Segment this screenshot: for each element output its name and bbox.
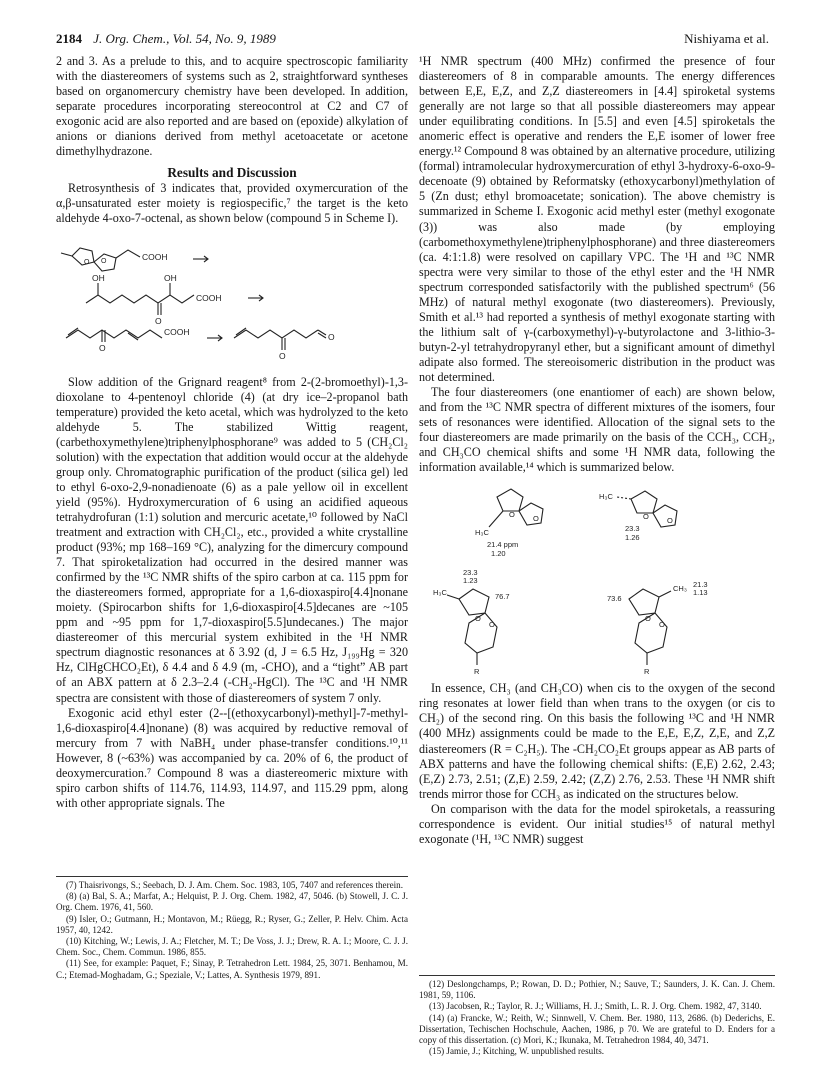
scheme-label-o-1: O <box>84 258 90 266</box>
page-number: 2184 <box>56 31 82 46</box>
struct-a-o2: O <box>533 514 539 524</box>
diastereomer-structures <box>419 477 775 677</box>
scheme-label-o-5: O <box>279 350 286 361</box>
journal-citation: J. Org. Chem., Vol. 54, No. 9, 1989 <box>93 31 276 46</box>
struct-c-o1: O <box>475 614 481 624</box>
footnote-8: (8) (a) Bal, S. A.; Marfat, A.; Helquist, P. J. Org. Chem. 1982, 47, 5046. (b) Stowell, J. C. J. Org. Chem. 1976, 41, 560. <box>56 891 408 913</box>
footnote-9: (9) Isler, O.; Gutmann, H.; Montavon, M.; Rüegg, R.; Ryser, G.; Zeller, P. Helv. Chim. Acta 1957, 40, 1242. <box>56 913 408 935</box>
scheme-label-o-2: O <box>101 257 107 265</box>
scheme-label-cooh-1: COOH <box>142 251 168 262</box>
footnote-10: (10) Kitching, W.; Lewis, J. A.; Fletcher, M. T.; De Voss, J. J.; Drew, R. A. I.; Moore, C. J. J. Chem. Soc., Chem. Commun. 1986, 855. <box>56 936 408 958</box>
scheme-label-cooh-3: COOH <box>164 326 190 337</box>
struct-d-shift-1: 73.6 <box>607 594 622 604</box>
comparison-paragraph: On comparison with the data for the model spiroketals, a reassuring correspondence is evident. Our initial studies¹⁵ of natural methyl exogonate (¹H, ¹³C NMR) suggest <box>419 801 775 846</box>
struct-d-o1: O <box>645 614 651 624</box>
struct-d-r: R <box>644 667 650 677</box>
scheme-label-o-3: O <box>155 315 162 326</box>
scheme-label-oh-2: OH <box>164 272 177 283</box>
footnote-15: (15) Jamie, J.; Kitching, W. unpublished results. <box>429 1046 605 1057</box>
exogonic-ester-paragraph: Exogonic acid ethyl ester (2--[(ethoxycarbonyl)-methyl]-7-methyl-1,6-dioxaspiro[4.4]nonane) (8) was acquired by reductive removal of mercury from 7 with NaBH₄ under phase-transfer conditions.¹⁰,¹¹ However, 8 (~63%) was accompanied by ca. 20% of 6, the product of deoxymercuration.⁷ Compound 8 was a diastereomeric mixture with spiro carbon shifts of 114.76, 114.93, 114.97, and 115.29 ppm, along with other appropriate signals. The <box>56 705 408 810</box>
struct-a-h3c: H₃C <box>475 528 489 538</box>
retrosynthesis-scheme <box>56 231 408 371</box>
right-column <box>419 54 775 847</box>
struct-d-shift-3: 1.13 <box>693 588 708 598</box>
struct-a-shift-1: 21.4 ppm <box>487 540 519 550</box>
struct-b-o1: O <box>643 512 649 522</box>
page-header <box>56 30 769 48</box>
struct-b-o2: O <box>667 516 673 526</box>
diastereomers-paragraph: The four diastereomers (one enantiomer of each) are shown below, and from the ¹³C NMR spectra of different mixtures of the isomers, four sets of resonances were identified. Allocation of the signal sets to the four diastereomers are made primarily on the basis of the CCH₃, CCH₂, and CH₃CO chemical shifts and some ¹H NMR data, following the information available,¹⁴ which is summarized below. <box>419 385 775 475</box>
left-column <box>56 54 408 811</box>
header-left <box>56 30 276 48</box>
spiro-ring-left <box>72 248 94 265</box>
footnotes-right <box>419 975 775 1057</box>
running-authors: Nishiyama et al. <box>684 31 769 46</box>
struct-a-shift-2: 1.20 <box>491 549 506 559</box>
scheme-label-oh-1: OH <box>92 272 105 283</box>
scheme-label-o-4: O <box>99 342 106 353</box>
struct-b-shift-1: 23.3 <box>625 524 640 534</box>
footnote-14: (14) (a) Francke, W.; Reith, W.; Sinnwell, V. Chem. Ber. 1980, 113, 2686. (b) Dederichs, E. Dissertation, Techischen Hochschule, Aachen, 1986, p 70. We are grateful to D. Enders for a copy of this dissertation. (c) Mori, K.; Ikunaka, M. Tetrahedron 1984, 40, 3471. <box>419 1012 775 1046</box>
struct-d-o2: O <box>659 620 665 630</box>
struct-d-ch3: CH₃ <box>673 584 687 594</box>
footnote-11: (11) See, for example: Paquet, F.; Sinay, P. Tetrahedron Lett. 1984, 25, 3071. Benhamou, M. C.; Etemad-Moghadam, G.; Speziale, V.; Lattes, A. Synthesis 1979, 891. <box>56 958 408 980</box>
struct-c-r: R <box>474 667 480 677</box>
footnote-7: (7) Thaisrivongs, S.; Seebach, D. J. Am. Chem. Soc. 1983, 105, 7407 and references therein. <box>66 880 403 890</box>
struct-a-o1: O <box>509 510 515 520</box>
struct-b-shift-2: 1.26 <box>625 533 640 543</box>
nmr-paragraph: ¹H NMR spectrum (400 MHz) confirmed the presence of four diastereomers of 8 in comparable amounts. The energy differences between E,E, E,Z, and Z,Z diastereomers in [4.4] spiroketal systems generally are not large so that all possible diastereomers may appear under equilibrating conditions. In [5.5] and even [4.5] spiroketals the anomeric effect is operative and renders the E,E isomer of lower free energy.¹² Compound 8 was obtained by an alternative procedure, utilizing (formal) intramolecular hydroxymercuration of ethyl 3-hydroxy-6-oxo-9-decenoate (9) obtained by Reformatsky (ethoxycarbonyl)methylation of 5 (Zn dust; ethyl bromoacetate; sonication). The above chemistry is summarized in Scheme I. Exogonic acid methyl ester (methyl exogonate (3)) was also made (by employing (carbomethoxymethylene)triphenylphosphorane) and three diastereomers (ca. 4:1:1.8) were resolved on capillary VPC. The ¹H and ¹³C NMR spectra were very similar to those of the ethyl ester and the ¹H NMR spectrum corresponded satisfactorily with the published spectrum⁶ (56 MHz) of natural methyl exogonate (two diastereomers). Previously, Smith et al.¹³ had reported a synthesis of methyl exogonate starting with the lithium salt of γ-(carboxymethyl)-γ-butyrolactone and 3-lithio-3-butyn-2-yl tetrahydropyranyl ether, but a significant amount of dimethyl adipate also formed. The stereoisomeric distribution in the product was not determined. <box>419 54 775 384</box>
section-heading: Results and Discussion <box>167 165 297 181</box>
retrosynthesis-paragraph: Retrosynthesis of 3 indicates that, provided oxymercuration of the α,β-unsaturated ester moiety is regiospecific,⁷ the target is the keto aldehyde 4-oxo-7-octenal, as shown below (compound 5 in Scheme I). <box>56 181 408 226</box>
struct-c-shift-1: 23.3 <box>463 568 478 578</box>
scheme-label-cooh-2: COOH <box>196 292 222 303</box>
struct-c-shift-2: 1.23 <box>463 576 478 586</box>
grignard-paragraph: Slow addition of the Grignard reagent⁸ from 2-(2-bromoethyl)-1,3-dioxolane to 4-pentenoyl chloride (4) (at dry ice–2-propanol bath temperature) provided the keto acetal, which was hydrolyzed to the keto aldehyde 5. The stabilized Wittig reagent, (carbethoxymethylene)triphenylphosphorane⁹ was added to 5 (CH₂Cl₂ solution) with the expectation that addition would occur at the aldehyde group only. Chromatographic purification of the product (silica gel) led to ethyl 6-oxo-2,9-nonadienoate (6) as a pale yellow oil in excellent yield (95%). Hydroxymercuration of 6 using an acidified aqueous tetrahydrofuran (1:1) solution and mercuric acetate,¹⁰ followed by NaCl treatment and extraction with CH₂Cl₂, etc., provided a white crystalline product (93%; mp 168–169 °C), analyzing for the dimercury compound 7. That spiroketalization had occurred in the desired manner was confirmed by the ¹³C NMR shifts of the spiro carbon at ca. 115 ppm for the diastereomers formed, appropriate for a 1,6-dioxaspiro[4.4]nonane moiety. (Spirocarbon shifts for 1,6-dioxaspiro[4.5]decanes are ~105 ppm and ~95 ppm for 1,7-dioxaspiro[5.5]undecanes.) The major diastereomer of this mercurial system exhibited in the ¹H NMR spectrum diagnostic resonances at δ 3.92 (d, J = 6.5 Hz, J₁₉₉Hg = 320 Hz, ClHgCHCO₂Et), δ 4.4 and δ 4.9 (m, -CHO), and a “tight” AB part of an ABX pattern at δ 2.3–2.4 (-CH₂-HgCl). The ¹³C and ¹H NMR spectra are consistent with those of diastereomers of system 7 only. <box>56 374 408 705</box>
struct-b-h3c: H₃C <box>599 492 613 502</box>
footnote-13: (13) Jacobsen, R.; Taylor, R. J.; Williams, H. J.; Smith, L. R. J. Org. Chem. 1982, 47, 3140. <box>429 1001 762 1012</box>
footnotes-left <box>56 876 408 981</box>
struct-d-shift-2: 21.3 <box>693 580 708 590</box>
struct-c-h3c: H₃C <box>433 588 447 598</box>
struct-c-o2: O <box>489 620 495 630</box>
intro-paragraph: 2 and 3. As a prelude to this, and to acquire spectroscopic familiarity with the diastereomers of systems such as 2, straightforward syntheses based on organomercury chemistry have been developed. In addition, separate procedures incorporating stereocontrol at C2 and C7 of exogonic acid are also reported and are based on (epoxide) alkylation of anions or dianions derived from methyl acetoacetate or acetone dimethylhydrazone. <box>56 54 408 159</box>
scheme-label-o-6: O <box>328 331 335 342</box>
footnote-12: (12) Deslongchamps, P.; Rowan, D. D.; Pothier, N.; Sauve, T.; Saunders, J. K. Can. J. Chem. 1981, 59, 1106. <box>419 979 775 1001</box>
essence-paragraph: In essence, CH₃ (and CH₃CO) when cis to the oxygen of the second ring resonates at lower field than when trans to the oxygen (or cis to CH₂) of the second ring. On this basis the following ¹³C and ¹H NMR (400 MHz) assignments could be made to the E,E, E,Z, Z,E, and Z,Z diastereomers (R = C₂H₅). The -CH₂CO₂Et groups appear as AB parts of ABX patterns and have the following chemical shifts: (E,E) 2.62, 2.43; (E,Z) 2.73, 2.51; (Z,E) 2.59, 2.42; (Z,Z) 2.76, 2.53. These ¹H NMR shift trends mirror those for CCH₃ as indicated on the structures below. <box>419 681 775 801</box>
struct-c-shift-3: 76.7 <box>495 592 510 602</box>
